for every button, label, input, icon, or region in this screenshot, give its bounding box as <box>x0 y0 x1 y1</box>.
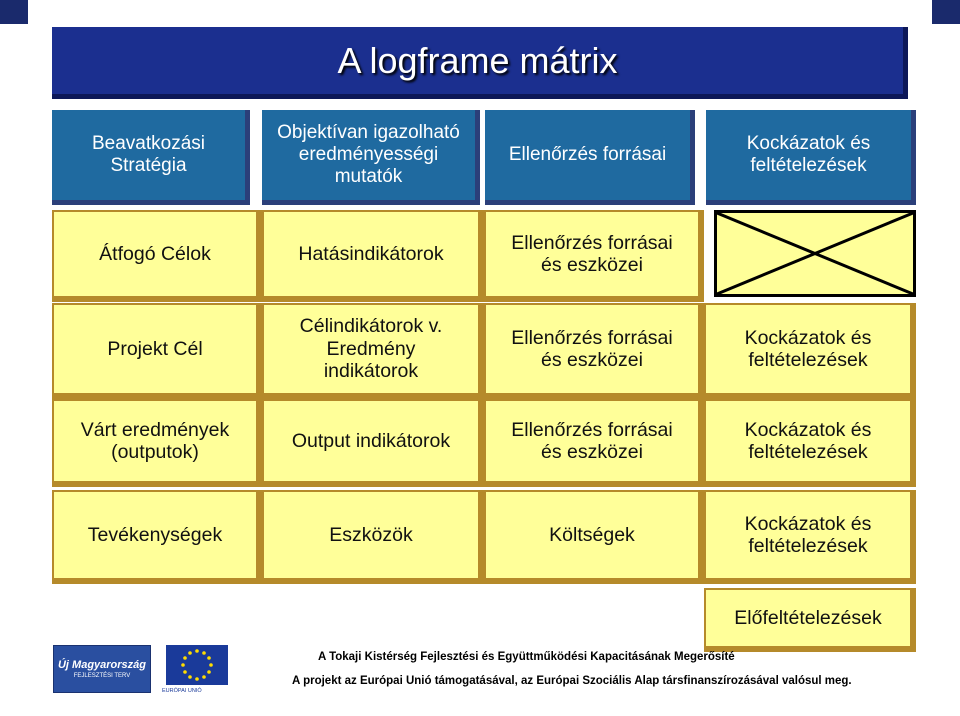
cell-output-indicators <box>262 399 484 487</box>
cell-project-goal-text: Projekt Cél <box>107 337 203 360</box>
cell-risks-2 <box>704 303 916 399</box>
cell-verification-1 <box>484 210 704 302</box>
header-verification <box>485 110 695 205</box>
cell-overall-goals-text: Átfogó Célok <box>99 242 211 265</box>
cell-verification-2-line2: és eszközei <box>541 349 643 371</box>
cell-goal-indicators <box>262 303 484 399</box>
cell-costs-text: Költségek <box>549 523 635 546</box>
cell-costs <box>484 490 704 584</box>
cell-risks-2-line1: Kockázatok és <box>744 326 872 349</box>
cell-preconditions <box>704 588 916 652</box>
crossed-out-cell <box>714 210 916 297</box>
cell-verification-3 <box>484 399 704 487</box>
cell-goal-indicators-line1: Célindikátorok v. <box>299 315 443 338</box>
header-risks-line1: Kockázatok és <box>746 133 871 155</box>
cell-project-goal <box>52 303 262 399</box>
footer-line1: A Tokaji Kistérség Fejlesztési és Együttműködési Kapacitásának Megerősíté <box>318 651 735 663</box>
corner-decoration-right <box>932 0 960 24</box>
page-title: A logframe mátrix <box>337 39 618 81</box>
cell-overall-goals <box>52 210 262 302</box>
uj-magyarorszag-logo <box>53 645 151 693</box>
cell-preconditions-text: Előfeltételezések <box>734 606 882 629</box>
header-verification-label: Ellenőrzés forrásai <box>508 144 667 166</box>
cell-risks-4-line2: feltételezések <box>748 535 868 557</box>
header-strategy <box>52 110 250 205</box>
cell-activities <box>52 490 262 584</box>
corner-decoration-left <box>0 0 28 24</box>
cell-risks-2-line2: feltételezések <box>748 349 868 371</box>
header-strategy-line1: Beavatkozási <box>91 133 205 155</box>
cross-mark-icon <box>717 213 913 294</box>
eu-flag-icon <box>166 645 228 685</box>
cell-output-indicators-text: Output indikátorok <box>291 429 451 452</box>
cell-verification-1-line2: és eszközei <box>541 254 643 276</box>
cell-expected-results-line1: Várt eredmények <box>80 418 230 441</box>
cell-goal-indicators-line3: indikátorok <box>323 360 419 383</box>
cell-verification-2 <box>484 303 704 399</box>
cell-means <box>262 490 484 584</box>
cell-risks-3-line2: feltételezések <box>748 441 868 463</box>
header-strategy-line2: Stratégia <box>110 155 187 176</box>
cell-goal-indicators-line2: Eredmény <box>326 337 416 360</box>
cell-verification-3-line1: Ellenőrzés forrásai <box>511 418 673 441</box>
cell-impact-indicators-text: Hatásindikátorok <box>298 242 444 265</box>
cell-means-text: Eszközök <box>329 523 413 546</box>
cell-verification-2-line1: Ellenőrzés forrásai <box>511 326 673 349</box>
header-risks <box>706 110 916 205</box>
logo-hu-line1: Új Magyarország <box>57 659 147 671</box>
eu-caption: EURÓPAI UNIÓ <box>162 688 202 694</box>
header-risks-line2: feltételezések <box>750 155 867 176</box>
cell-risks-3-line1: Kockázatok és <box>744 418 872 441</box>
cell-risks-4-line1: Kockázatok és <box>744 512 872 535</box>
logo-hu-line2: FEJLESZTÉSI TERV <box>73 673 131 679</box>
header-indicators <box>262 110 480 205</box>
cell-expected-results-line2: (outputok) <box>111 441 199 463</box>
cell-risks-3 <box>704 399 916 487</box>
cell-expected-results <box>52 399 262 487</box>
cell-verification-3-line2: és eszközei <box>541 441 643 463</box>
header-indicators-line1: Objektívan igazolható <box>277 122 460 144</box>
header-indicators-line2: eredményességi <box>298 144 439 166</box>
cell-verification-1-line1: Ellenőrzés forrásai <box>511 231 673 254</box>
cell-activities-text: Tevékenységek <box>87 523 223 546</box>
cell-risks-4 <box>704 490 916 584</box>
cell-impact-indicators <box>262 210 484 302</box>
footer-line2: A projekt az Európai Unió támogatásával, az Európai Szociális Alap társfinanszírozásával valósul meg. <box>292 675 852 687</box>
title-banner <box>52 27 908 99</box>
header-indicators-line3: mutatók <box>334 165 403 187</box>
